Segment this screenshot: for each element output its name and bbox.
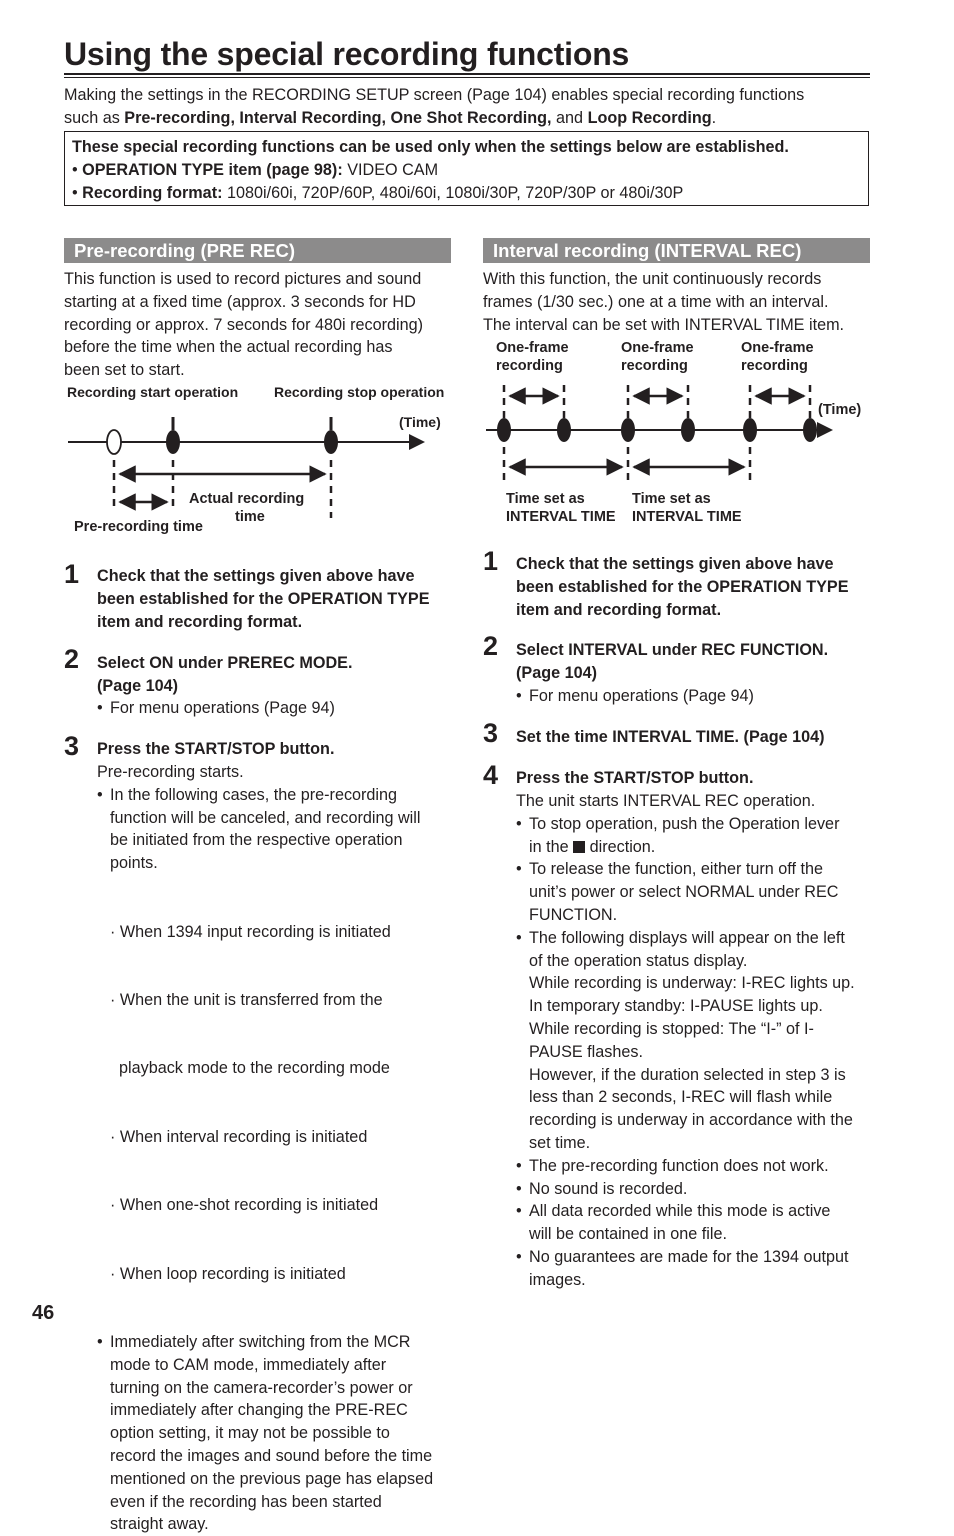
prerec-diagram (60, 380, 455, 540)
step-4-body: The unit starts INTERVAL REC operation. • To stop operation, push the Operation lever in the direction. • To release the function, either turn off the unit’s power or select NORMAL under REC FUNCTION. • The following displays will appear on the left of the operation status display. While recording is underway: I-REC lights up. In temporary standby: I-PAUSE lights up. While recording is stopped: The “I-” of I- PAUSE flashes. However, if the duration selected in step 3 is less than 2 seconds, I-REC will flash while recording is underway in accordance with the set time. • The pre-recording function does not work. • No sound is recorded. • All data recorded while this mode is active will be contained in one file. • No guarantees are made for the 1394 output images. (516, 790, 881, 1292)
step-bullet: • For menu operations (Page 94) (97, 697, 457, 720)
title-rule (64, 73, 870, 75)
interval-description: With this function, the unit continuously records frames (1/30 sec.) one at a time with an interval. The interval can be set with INTERVAL TIME item. (483, 270, 845, 334)
step-bullet: • For menu operations (Page 94) (516, 685, 876, 708)
notice-item-operation-type: • OPERATION TYPE item (page 98): VIDEO CAM (72, 161, 439, 179)
label-recording-stop: Recording stop operation (274, 384, 445, 400)
timeline-arrowhead (817, 422, 833, 438)
prerec-description: This function is used to record pictures and sound starting at a fixed time (approx. 3 seconds for HD recording or approx. 7 seconds for 480i recording) before the time when the actual recording has been set to start. (64, 270, 424, 380)
step-number: 1 (483, 546, 499, 576)
timeline-arrowhead (409, 434, 425, 450)
step-title: Press the START/STOP button. (516, 769, 754, 787)
step-number: 1 (64, 559, 80, 589)
prerec-start-marker (107, 430, 121, 454)
step-number: 2 (64, 644, 80, 674)
stop-marker (324, 430, 338, 454)
frame-label: One-frame (741, 340, 814, 356)
label-actual-recording: Actual recording (189, 491, 305, 507)
step-title: Select INTERVAL under REC FUNCTION. (Page 104) (516, 641, 829, 682)
notice-box (64, 131, 869, 206)
frame-label: recording (741, 358, 808, 374)
frame-label: recording (621, 358, 688, 374)
interval-label: Time set as (506, 491, 585, 507)
step-title: Check that the settings given above have been established for the OPERATION TYPE item and recording format. (97, 567, 430, 631)
label-time: (Time) (399, 414, 441, 430)
step-number: 3 (483, 718, 499, 748)
step-3-body: Pre-recording starts. • In the following cases, the pre-recording function will be canceled, and recording will be initiated from the respective operation points. · When 1394 input recording is initiated · When the unit is transferred from the playback mode to the recording mode · When interval recording is initiated · When one-shot recording is initiated · When loop recording is initiated • Immediately after switching from the MCR mode to CAM mode, immediately after turning on the camera-recorder’s power or immediately after changing the PRE-REC option setting, it may not be possible to record the images and sound before the time mentioned on the previous page has elapsed even if the recording has been started straight away. (97, 761, 457, 1536)
label-actual-recording-time: time (235, 509, 265, 525)
page-number: 46 (32, 1302, 55, 1324)
notice-heading: These special recording functions can be used only when the settings below are established. (72, 138, 789, 156)
step-number: 3 (64, 731, 80, 761)
interval-label: INTERVAL TIME (632, 509, 742, 525)
section-heading-interval: Interval recording (INTERVAL REC) (483, 238, 870, 263)
label-prerec-time: Pre-recording time (74, 519, 203, 535)
interval-diagram (480, 335, 875, 530)
label-time: (Time) (818, 402, 862, 418)
interval-label: INTERVAL TIME (506, 509, 616, 525)
step-number: 4 (483, 760, 499, 790)
page-title: Using the special recording functions (64, 36, 630, 72)
step-title: Set the time INTERVAL TIME. (Page 104) (516, 728, 825, 746)
frame-label: recording (496, 358, 563, 374)
step-title: Press the START/STOP button. (97, 740, 335, 758)
stop-square-icon (573, 841, 585, 853)
step-title: Check that the settings given above have been established for the OPERATION TYPE item and recording format. (516, 555, 849, 619)
frame-label: One-frame (621, 340, 694, 356)
section-heading-prerec: Pre-recording (PRE REC) (64, 238, 451, 263)
title-rule-thin (64, 77, 870, 78)
step-number: 2 (483, 631, 499, 661)
intro-paragraph: Making the settings in the RECORDING SETUP screen (Page 104) enables special recording functions such as Pre-recording, Interval Recording, One Shot Recording, and Loop Recording. (64, 86, 805, 127)
label-recording-start: Recording start operation (67, 384, 239, 400)
frame-label: One-frame (496, 340, 569, 356)
notice-item-recording-format: • Recording format: 1080i/60i, 720P/60P, 480i/60i, 1080i/30P, 720P/30P or 480i/30P (72, 184, 684, 202)
start-marker (166, 430, 180, 454)
interval-label: Time set as (632, 491, 711, 507)
step-title: Select ON under PREREC MODE. (Page 104) (97, 654, 353, 695)
